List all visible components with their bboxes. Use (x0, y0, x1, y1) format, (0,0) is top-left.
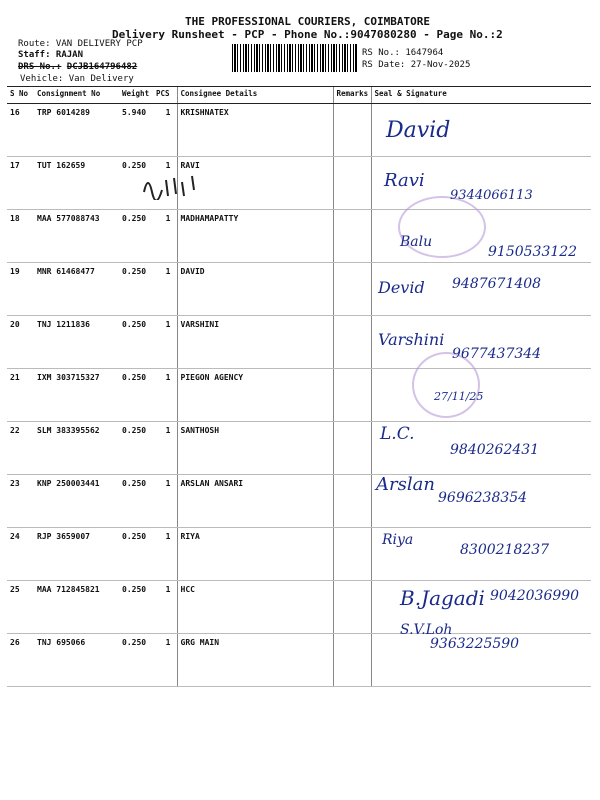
cell-weight: 0.250 (119, 157, 153, 210)
cell-remarks (333, 210, 371, 263)
cell-consignee: ARSLAN ANSARI (177, 475, 333, 528)
cell-sno: 26 (7, 634, 34, 687)
cell-weight: 0.250 (119, 581, 153, 634)
cell-pcs: 1 (153, 316, 177, 369)
table-row (7, 104, 591, 157)
cell-consignment: KNP 250003441 (34, 475, 119, 528)
cell-weight: 0.250 (119, 528, 153, 581)
cell-weight: 0.250 (119, 210, 153, 263)
table-row (7, 369, 591, 422)
cell-consignee: RAVI (177, 157, 333, 210)
col-sno: S No (7, 87, 34, 104)
signature-16: David (386, 118, 451, 143)
cell-weight: 0.250 (119, 316, 153, 369)
cell-sno: 18 (7, 210, 34, 263)
signature-18: Balu (400, 234, 433, 250)
signature-17: Ravi (384, 170, 425, 191)
cell-sno: 16 (7, 104, 34, 157)
ink-scribble (140, 170, 210, 200)
rs-number: RS No.: 1647964 (362, 48, 444, 58)
cell-consignee: DAVID (177, 263, 333, 316)
drs-label: DRS No.: (18, 62, 62, 72)
rs-date: RS Date: 27-Nov-2025 (362, 60, 471, 70)
cell-pcs: 1 (153, 634, 177, 687)
cell-consignment: RJP 3659007 (34, 528, 119, 581)
cell-remarks (333, 263, 371, 316)
cell-consignee: MADHAMAPATTY (177, 210, 333, 263)
cell-consignee: RIYA (177, 528, 333, 581)
cell-sno: 23 (7, 475, 34, 528)
cell-weight: 0.250 (119, 475, 153, 528)
drs-number (18, 62, 137, 72)
phone-23: 9696238354 (438, 490, 528, 506)
signature-24: Riya (382, 532, 414, 548)
cell-pcs: 1 (153, 263, 177, 316)
cell-sno: 20 (7, 316, 34, 369)
cell-remarks (333, 422, 371, 475)
cell-consignment: TNJ 695066 (34, 634, 119, 687)
signature-20: Varshini (378, 330, 445, 349)
cell-consignment: TUT 162659 (34, 157, 119, 210)
cell-pcs: 1 (153, 104, 177, 157)
cell-consignee: KRISHNATEX (177, 104, 333, 157)
cell-sno: 17 (7, 157, 34, 210)
cell-remarks (333, 528, 371, 581)
col-pcs: PCS (153, 87, 177, 104)
table-header-row (7, 87, 591, 104)
cell-weight: 0.250 (119, 369, 153, 422)
cell-weight: 0.250 (119, 634, 153, 687)
cell-pcs: 1 (153, 422, 177, 475)
drs-value: DCJB164796482 (66, 62, 138, 72)
phone-18: 9150533122 (488, 244, 578, 260)
signature-22: L.C. (380, 424, 415, 444)
phone-17: 9344066113 (450, 188, 533, 203)
cell-consignee: PIEGON AGENCY (177, 369, 333, 422)
cell-consignment: MAA 577088743 (34, 210, 119, 263)
cell-weight: 0.250 (119, 263, 153, 316)
cell-remarks (333, 581, 371, 634)
cell-consignee: SANTHOSH (177, 422, 333, 475)
cell-consignment: MAA 712845821 (34, 581, 119, 634)
cell-weight: 0.250 (119, 422, 153, 475)
phone-25: 9042036990 (490, 588, 580, 604)
col-weight: Weight (119, 87, 153, 104)
cell-consignment: IXM 303715327 (34, 369, 119, 422)
route-label: Route: VAN DELIVERY PCP (18, 39, 143, 49)
col-remarks: Remarks (333, 87, 371, 104)
cell-remarks (333, 369, 371, 422)
col-consignment: Consignment No (34, 87, 119, 104)
phone-24: 8300218237 (460, 542, 550, 558)
cell-remarks (333, 316, 371, 369)
cell-remarks (333, 475, 371, 528)
cell-sno: 25 (7, 581, 34, 634)
cell-pcs: 1 (153, 475, 177, 528)
date-21: 27/11/25 (434, 390, 484, 403)
cell-remarks (333, 634, 371, 687)
signature-23: Arslan (376, 474, 435, 495)
cell-sno: 24 (7, 528, 34, 581)
col-signature: Seal & Signature (371, 87, 591, 104)
cell-pcs: 1 (153, 369, 177, 422)
cell-consignee: VARSHINI (177, 316, 333, 369)
phone-26: 9363225590 (430, 636, 520, 652)
cell-pcs: 1 (153, 581, 177, 634)
signature-26: S.V.Loh (400, 622, 453, 638)
runsheet-title: Delivery Runsheet - PCP - Phone No.:9047080280 - Page No.:2 (112, 28, 503, 41)
cell-sno: 22 (7, 422, 34, 475)
cell-sno: 19 (7, 263, 34, 316)
cell-consignee: HCC (177, 581, 333, 634)
phone-20: 9677437344 (452, 346, 542, 362)
signature-25: B.Jagadi (400, 586, 485, 610)
cell-remarks (333, 157, 371, 210)
col-consignee: Consignee Details (177, 87, 333, 104)
vehicle-label: Vehicle: Van Delivery (20, 74, 134, 84)
barcode (232, 44, 358, 72)
cell-consignment: SLM 383395562 (34, 422, 119, 475)
company-name: THE PROFESSIONAL COURIERS, COIMBATORE (185, 15, 431, 28)
cell-weight: 5.940 (119, 104, 153, 157)
cell-consignee: GRG MAIN (177, 634, 333, 687)
staff-label: Staff: RAJAN (18, 50, 84, 60)
signature-19: Devid (378, 278, 425, 297)
cell-consignment: MNR 61468477 (34, 263, 119, 316)
cell-consignment: TRP 6014289 (34, 104, 119, 157)
phone-22: 9840262431 (450, 442, 540, 458)
cell-consignment: TNJ 1211836 (34, 316, 119, 369)
phone-19: 9487671408 (452, 276, 542, 292)
cell-remarks (333, 104, 371, 157)
cell-sno: 21 (7, 369, 34, 422)
cell-pcs: 1 (153, 528, 177, 581)
cell-pcs: 1 (153, 210, 177, 263)
cell-pcs: 1 (153, 157, 177, 210)
